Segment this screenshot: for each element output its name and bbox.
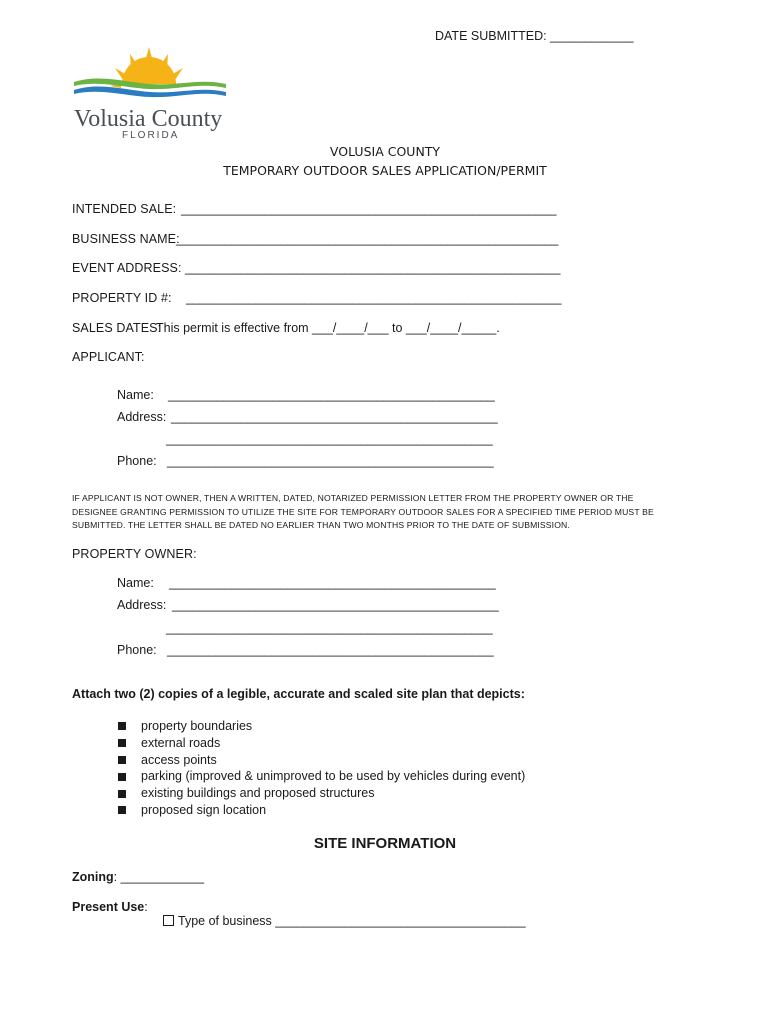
zoning-row <box>72 870 204 884</box>
owner-name-label: Name: <box>117 576 154 590</box>
sales-dates-label: SALES DATES: <box>72 321 162 335</box>
list-item: parking (improved & unimproved to be used by vehicles during event) <box>117 768 525 785</box>
notice-line-3: SUBMITTED. THE LETTER SHALL BE DATED NO EARLIER THAN TWO MONTHS PRIOR TO THE DATE OF SUBMISSION. <box>72 520 570 530</box>
list-item: existing buildings and proposed structures <box>117 785 525 802</box>
notice-line-1: IF APPLICANT IS NOT OWNER, THEN A WRITTEN, DATED, NOTARIZED PERMISSION LETTER FROM THE PROPERTY OWNER OR THE <box>72 493 634 503</box>
list-item: property boundaries <box>117 718 525 735</box>
owner-address-label: Address: <box>117 598 167 612</box>
site-info-heading: SITE INFORMATION <box>313 835 457 852</box>
event-address-field[interactable]: ______________________________________________________ <box>185 261 561 275</box>
owner-phone-label: Phone: <box>117 643 157 657</box>
intended-sale-field[interactable]: ______________________________________________________ <box>181 202 557 216</box>
sales-dates-field[interactable]: This permit is effective from ___/____/___ to ___/____/_____. <box>156 321 500 335</box>
property-id-field[interactable]: ______________________________________________________ <box>186 291 562 305</box>
title-county: VOLUSIA COUNTY <box>329 144 441 159</box>
applicant-address-field[interactable]: _______________________________________________ <box>171 410 498 424</box>
applicant-phone-label: Phone: <box>117 454 157 468</box>
volusia-county-logo <box>70 44 230 140</box>
present-use-label: Present Use <box>72 900 145 914</box>
present-use-row: Present Use: <box>72 900 148 914</box>
type-of-business-label: Type of business <box>178 914 272 928</box>
owner-heading: PROPERTY OWNER: <box>72 547 197 561</box>
type-of-business-row <box>163 914 526 928</box>
applicant-phone-field[interactable]: _______________________________________________ <box>167 454 494 468</box>
applicant-address-field-2[interactable]: _______________________________________________ <box>166 432 493 446</box>
attach-heading: Attach two (2) copies of a legible, accurate and scaled site plan that depicts: <box>72 687 525 701</box>
square-bullet-icon <box>118 756 126 764</box>
applicant-heading: APPLICANT: <box>72 350 145 364</box>
zoning-field[interactable]: : ____________ <box>113 870 205 884</box>
event-address-label: EVENT ADDRESS: <box>72 261 182 275</box>
owner-address-field-2[interactable]: _______________________________________________ <box>166 621 493 635</box>
owner-phone-field[interactable]: _______________________________________________ <box>167 643 494 657</box>
notice-line-2: DESIGNEE GRANTING PERMISSION TO UTILIZE THE SITE FOR TEMPORARY OUTDOOR SALES FOR A SPECIFIED TIME PERIOD MUST BE <box>72 507 654 517</box>
intended-sale-label: INTENDED SALE: <box>72 202 177 216</box>
applicant-name-label: Name: <box>117 388 154 402</box>
logo-state: FLORIDA <box>122 130 180 140</box>
zoning-label: Zoning <box>72 870 114 884</box>
applicant-address-label: Address: <box>117 410 167 424</box>
square-bullet-icon <box>118 739 126 747</box>
square-bullet-icon <box>118 806 126 814</box>
owner-address-field[interactable]: _______________________________________________ <box>172 598 499 612</box>
applicant-name-field[interactable]: _______________________________________________ <box>168 388 495 402</box>
list-item: external roads <box>117 735 525 752</box>
owner-name-field[interactable]: _______________________________________________ <box>169 576 496 590</box>
type-of-business-checkbox[interactable] <box>163 915 174 926</box>
square-bullet-icon <box>118 790 126 798</box>
property-id-label: PROPERTY ID #: <box>72 291 172 305</box>
list-item: access points <box>117 752 525 769</box>
list-item: proposed sign location <box>117 802 525 819</box>
title-form: TEMPORARY OUTDOOR SALES APPLICATION/PERMIT <box>223 163 547 178</box>
type-of-business-field[interactable]: ____________________________________ <box>275 914 526 928</box>
business-name-field[interactable]: _______________________________________________________ <box>176 232 559 246</box>
date-submitted[interactable]: DATE SUBMITTED: ____________ <box>435 29 634 43</box>
logo-name: Volusia County <box>74 106 223 132</box>
site-plan-list <box>117 718 525 819</box>
square-bullet-icon <box>118 773 126 781</box>
square-bullet-icon <box>118 722 126 730</box>
business-name-label: BUSINESS NAME: <box>72 232 180 246</box>
